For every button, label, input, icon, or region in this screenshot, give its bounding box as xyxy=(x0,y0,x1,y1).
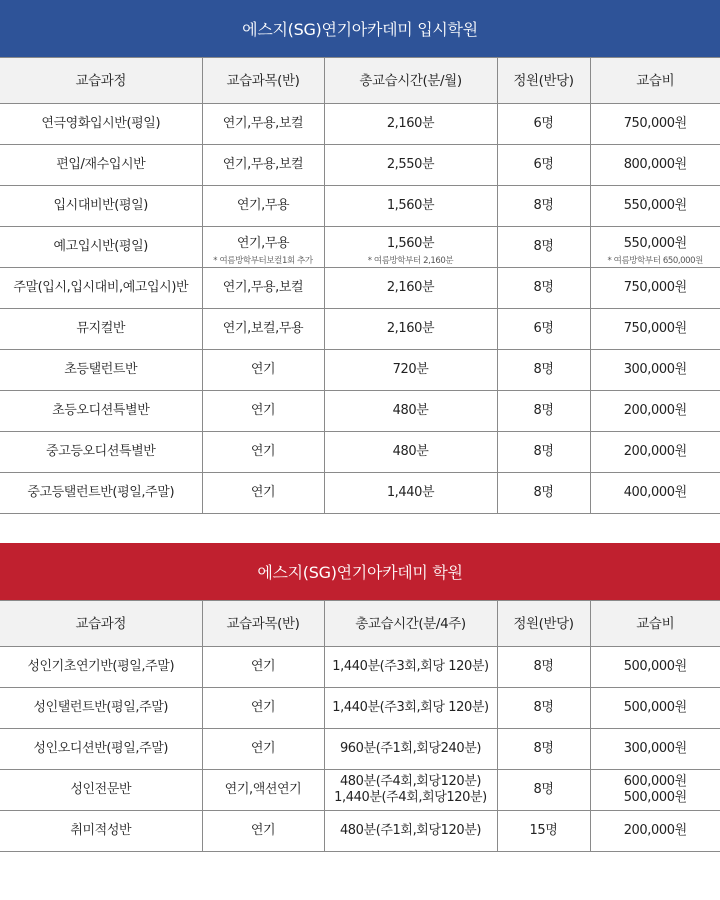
fee-line: 600,000원 xyxy=(623,774,687,789)
table-row xyxy=(0,770,720,811)
fee-line: 500,000원 xyxy=(623,790,687,805)
capacity-cell: 8명 xyxy=(497,391,590,432)
subjects-value: 연기,무용 xyxy=(236,236,290,251)
table-row xyxy=(0,729,720,770)
hours-footnote: * 여름방학부터 2,160분 xyxy=(367,256,454,266)
header-subjects: 교습과목(반) xyxy=(202,601,324,647)
fee-cell: 550,000원 xyxy=(590,186,720,227)
fee-cell: 800,000원 xyxy=(590,145,720,186)
capacity-cell: 8명 xyxy=(497,268,590,309)
course-cell: 연극영화입시반(평일) xyxy=(0,104,202,145)
subjects-cell: 연기 xyxy=(202,391,324,432)
course-cell: 중고등오디션특별반 xyxy=(0,432,202,473)
table-row xyxy=(0,811,720,852)
hours-cell: 2,550분 xyxy=(324,145,497,186)
header-course: 교습과정 xyxy=(0,58,202,104)
hours-cell xyxy=(324,770,497,811)
subjects-cell: 연기,무용 xyxy=(202,186,324,227)
hours-cell: 2,160분 xyxy=(324,309,497,350)
hours-line: 1,440분(주4회,회당120분) xyxy=(334,790,487,805)
fee-cell: 300,000원 xyxy=(590,729,720,770)
table-row xyxy=(0,432,720,473)
hours-line: 480분(주4회,회당120분) xyxy=(339,774,482,789)
capacity-cell: 6명 xyxy=(497,309,590,350)
fee-table xyxy=(0,57,720,514)
capacity-cell: 15명 xyxy=(497,811,590,852)
table-row xyxy=(0,268,720,309)
table-row xyxy=(0,227,720,268)
fee-cell: 200,000원 xyxy=(590,391,720,432)
course-cell: 초등탤런트반 xyxy=(0,350,202,391)
fee-cell: 500,000원 xyxy=(590,647,720,688)
fee-footnote: * 여름방학부터 650,000원 xyxy=(607,256,703,266)
course-cell: 성인탤런트반(평일,주말) xyxy=(0,688,202,729)
table-row xyxy=(0,688,720,729)
capacity-cell: 8명 xyxy=(497,473,590,514)
header-fee: 교습비 xyxy=(590,58,720,104)
subjects-cell: 연기 xyxy=(202,647,324,688)
header-course: 교습과정 xyxy=(0,601,202,647)
fee-cell: 200,000원 xyxy=(590,811,720,852)
fee-cell xyxy=(590,770,720,811)
capacity-cell: 8명 xyxy=(497,770,590,811)
header-hours: 총교습시간(분/월) xyxy=(324,58,497,104)
capacity-cell: 8명 xyxy=(497,432,590,473)
section-title: 에스지(SG)연기아카데미 입시학원 xyxy=(0,0,720,57)
fee-cell: 500,000원 xyxy=(590,688,720,729)
course-cell: 초등오디션특별반 xyxy=(0,391,202,432)
fee-cell: 200,000원 xyxy=(590,432,720,473)
capacity-cell: 8명 xyxy=(497,647,590,688)
table-header-row xyxy=(0,601,720,647)
fee-cell xyxy=(590,227,720,268)
table-row xyxy=(0,104,720,145)
subjects-cell: 연기 xyxy=(202,432,324,473)
hours-cell: 1,440분 xyxy=(324,473,497,514)
header-fee: 교습비 xyxy=(590,601,720,647)
section-adult-academy xyxy=(0,543,720,852)
table-row xyxy=(0,647,720,688)
subjects-cell: 연기 xyxy=(202,729,324,770)
course-cell: 예고입시반(평일) xyxy=(0,227,202,268)
subjects-footnote: * 여름방학부터보컬1회 추가 xyxy=(213,256,313,266)
hours-cell: 1,440분(주3회,회당 120분) xyxy=(324,647,497,688)
capacity-cell: 6명 xyxy=(497,145,590,186)
subjects-cell: 연기,무용,보컬 xyxy=(202,145,324,186)
fee-cell: 400,000원 xyxy=(590,473,720,514)
table-row xyxy=(0,391,720,432)
capacity-cell: 8명 xyxy=(497,688,590,729)
hours-cell: 1,440분(주3회,회당 120분) xyxy=(324,688,497,729)
subjects-cell: 연기,액션연기 xyxy=(202,770,324,811)
course-cell: 입시대비반(평일) xyxy=(0,186,202,227)
hours-cell: 480분 xyxy=(324,432,497,473)
hours-cell: 2,160분 xyxy=(324,104,497,145)
capacity-cell: 8명 xyxy=(497,350,590,391)
header-subjects: 교습과목(반) xyxy=(202,58,324,104)
capacity-cell: 8명 xyxy=(497,186,590,227)
hours-cell xyxy=(324,227,497,268)
table-row xyxy=(0,473,720,514)
hours-cell: 480분(주1회,회당120분) xyxy=(324,811,497,852)
hours-cell: 960분(주1회,회당240분) xyxy=(324,729,497,770)
capacity-cell: 8명 xyxy=(497,227,590,268)
fee-cell: 750,000원 xyxy=(590,309,720,350)
course-cell: 뮤지컬반 xyxy=(0,309,202,350)
table-row xyxy=(0,186,720,227)
course-cell: 편입/재수입시반 xyxy=(0,145,202,186)
subjects-cell: 연기,보컬,무용 xyxy=(202,309,324,350)
hours-cell: 2,160분 xyxy=(324,268,497,309)
fee-table xyxy=(0,600,720,852)
course-cell: 성인오디션반(평일,주말) xyxy=(0,729,202,770)
hours-cell: 480분 xyxy=(324,391,497,432)
subjects-cell: 연기,무용,보컬 xyxy=(202,104,324,145)
capacity-cell: 8명 xyxy=(497,729,590,770)
course-cell: 성인전문반 xyxy=(0,770,202,811)
subjects-cell: 연기,무용,보컬 xyxy=(202,268,324,309)
capacity-cell: 6명 xyxy=(497,104,590,145)
course-cell: 취미적성반 xyxy=(0,811,202,852)
hours-cell: 720분 xyxy=(324,350,497,391)
course-cell: 성인기초연기반(평일,주말) xyxy=(0,647,202,688)
hours-value: 1,560분 xyxy=(386,236,435,251)
subjects-cell: 연기 xyxy=(202,688,324,729)
subjects-cell: 연기 xyxy=(202,473,324,514)
subjects-cell xyxy=(202,227,324,268)
subjects-cell: 연기 xyxy=(202,811,324,852)
header-capacity: 정원(반당) xyxy=(497,601,590,647)
table-header-row xyxy=(0,58,720,104)
fee-cell: 300,000원 xyxy=(590,350,720,391)
section-title: 에스지(SG)연기아카데미 학원 xyxy=(0,543,720,600)
fee-value: 550,000원 xyxy=(623,236,687,251)
table-row xyxy=(0,309,720,350)
fee-cell: 750,000원 xyxy=(590,268,720,309)
fee-cell: 750,000원 xyxy=(590,104,720,145)
header-capacity: 정원(반당) xyxy=(497,58,590,104)
table-row xyxy=(0,350,720,391)
hours-cell: 1,560분 xyxy=(324,186,497,227)
subjects-cell: 연기 xyxy=(202,350,324,391)
course-cell: 중고등탤런트반(평일,주말) xyxy=(0,473,202,514)
header-hours: 총교습시간(분/4주) xyxy=(324,601,497,647)
course-cell: 주말(입시,입시대비,예고입시)반 xyxy=(0,268,202,309)
table-row xyxy=(0,145,720,186)
